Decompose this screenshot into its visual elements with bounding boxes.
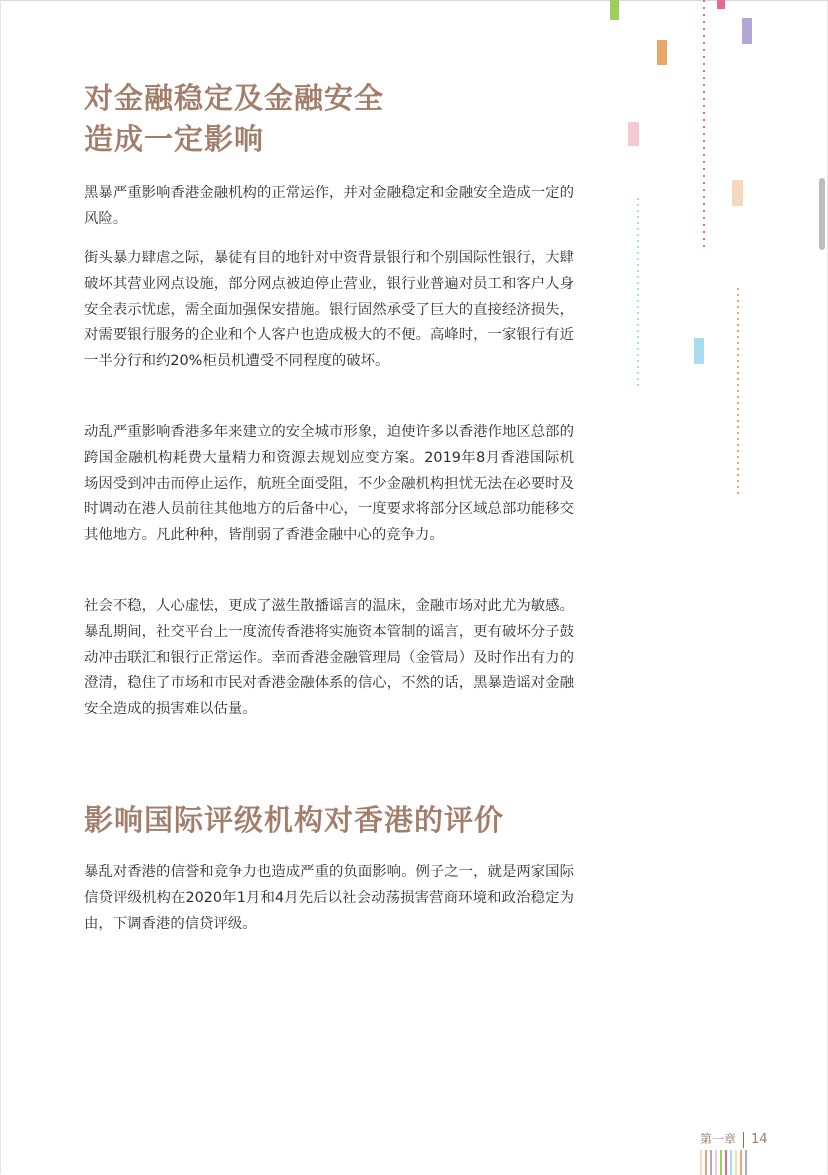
- section-heading-financial-stability: [84, 78, 384, 160]
- page-footer: [700, 1130, 768, 1148]
- decorative-dotted-line-blue: [637, 198, 639, 388]
- decorative-bar-light-pink: [628, 122, 639, 146]
- paragraph: 动乱严重影响香港多年来建立的安全城市形象，迫使许多以香港作地区总部的跨国金融机构耗费大量精力和资源去规划应变方案。2019年8月香港国际机场因受到冲击而停止运作，航班全面受阻，不少金融机构担忧无法在必要时及时调动在港人员前往其他地方的后备中心，一度要求将部分区域总部功能移交其他地方。凡此种种，皆削弱了香港金融中心的竞争力。: [84, 424, 574, 544]
- paragraph: 社会不稳，人心虚怯，更成了滋生散播谣言的温床，金融市场对此尤为敏感。暴乱期间，社交平台上一度流传香港将实施资本管制的谣言，更有破坏分子鼓动冲击联汇和银行正常运作。幸而香港金融管理局（金管局）及时作出有力的澄清，稳住了市场和市民对香港金融体系的信心，不然的话，黑暴造谣对金融安全造成的损害难以估量。: [84, 598, 574, 718]
- heading-line-1: 对金融稳定及金融安全: [84, 81, 385, 115]
- section-heading-credit-rating: [84, 800, 504, 841]
- chapter-label: 第一章: [700, 1132, 737, 1146]
- decorative-bar-blue: [694, 338, 704, 364]
- decorative-bar-orange: [657, 40, 667, 65]
- paragraph: 街头暴力肆虐之际，暴徒有目的地针对中资背景银行和个别国际性银行，大肆破坏其营业网点设施，部分网点被迫停止营业，银行业普遍对员工和客户人身安全表示忧虑，需全面加强保安措施。银行固然承受了巨大的直接经济损失，对需要银行服务的企业和个人客户也造成极大的不便。高峰时，一家银行有近一半分行和约20%柜员机遭受不同程度的破坏。: [84, 250, 574, 370]
- decorative-dotted-line-orange: [737, 288, 739, 494]
- paragraph: 暴乱对香港的信誉和竞争力也造成严重的负面影响。例子之一，就是两家国际信贷评级机构在2020年1月和4月先后以社会动荡损害营商环境和政治稳定为由，下调香港的信贷评级。: [84, 864, 574, 932]
- decorative-bar-pink: [717, 0, 725, 9]
- heading-line: 影响国际评级机构对香港的评价: [84, 803, 505, 837]
- decorative-footer-stripes: [700, 1150, 748, 1175]
- decorative-dotted-line-pink: [703, 0, 705, 248]
- decorative-bar-peach: [732, 180, 743, 206]
- decorative-bar-purple: [742, 18, 752, 44]
- decorative-bar-green: [610, 0, 619, 20]
- footer-divider: [743, 1132, 744, 1148]
- heading-line-2: 造成一定影响: [84, 122, 265, 156]
- scrollbar-thumb[interactable]: [819, 178, 825, 250]
- paragraph: 黑暴严重影响香港金融机构的正常运作，并对金融稳定和金融安全造成一定的风险。: [84, 185, 574, 227]
- page-number: 14: [751, 1132, 768, 1147]
